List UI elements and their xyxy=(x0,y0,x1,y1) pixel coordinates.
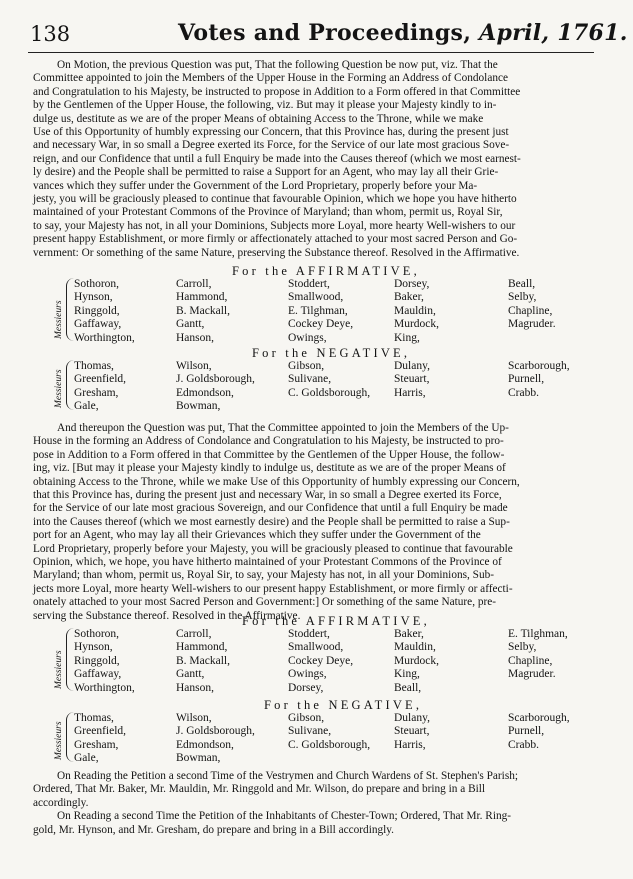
name-column xyxy=(74,628,135,695)
member-name xyxy=(508,752,570,765)
text-line: to say, your Majesty has not, in all your Dominions, Subjects more Loyal, more hearty Well-wishers to our xyxy=(33,219,516,232)
member-name: C. Goldsborough, xyxy=(288,738,371,751)
text-line: House in the forming an Address of Condolance and Congratulation to his Majesty, be instructed to pro- xyxy=(33,435,504,448)
running-title-main: Votes and Proceedings, xyxy=(178,20,472,46)
member-name: Scarborough, xyxy=(508,712,570,724)
text-line: and Congratulation to his Majesty, be instructed to propose in Addition to a Form offered in that Committee xyxy=(33,85,521,98)
member-name: Crabb. xyxy=(508,386,539,399)
paragraph-resolution xyxy=(33,422,633,623)
member-name: Magruder. xyxy=(508,668,556,681)
member-name: Carroll, xyxy=(176,628,212,640)
member-name: Harris, xyxy=(394,386,426,399)
member-name: Wilson, xyxy=(176,360,212,372)
text-line: Lord Proprietary, properly before your Majesty, you will be graciously pleased to continue that favourable xyxy=(33,542,513,555)
name-column xyxy=(288,628,353,695)
paragraph-petitions xyxy=(33,770,633,837)
name-column xyxy=(288,360,370,414)
member-name: Hanson, xyxy=(176,331,215,344)
header-rule xyxy=(28,52,594,53)
member-name: Edmondson, xyxy=(176,738,234,751)
text-line: And thereupon the Question was put, That the Committee appointed to join the Members of the Up- xyxy=(57,422,509,434)
member-name: Edmondson, xyxy=(176,386,234,399)
text-line: port for an Agent, who may lay all their Grievances which they suffer under the Government of the xyxy=(33,529,481,542)
member-name: Murdock, xyxy=(394,318,440,331)
running-title-date: April, 1761. xyxy=(479,20,628,46)
member-name: Hanson, xyxy=(176,681,215,694)
text-line: for the Service of our late most gracious Sovereign, and our Confidence that until a full Enquiry be made xyxy=(33,502,508,515)
name-column xyxy=(394,628,439,695)
member-name: Cockey Deye, xyxy=(288,318,354,331)
name-column xyxy=(176,360,255,414)
member-name: Greenfield, xyxy=(74,373,127,386)
name-column xyxy=(394,360,430,414)
text-line: Opinion, which, we hope, you have hitherto maintained of your Protestant Commons of the Province of xyxy=(33,556,502,569)
running-header xyxy=(30,20,628,48)
member-name: Dorsey, xyxy=(394,278,430,290)
member-name: Smallwood, xyxy=(288,291,344,304)
member-name: Gresham, xyxy=(74,386,119,399)
vote2-affirmative-block xyxy=(56,628,600,698)
member-name: Selby, xyxy=(508,641,537,654)
member-name: Stoddert, xyxy=(288,628,330,640)
running-title xyxy=(178,20,628,46)
text-line: gold, Mr. Hynson, and Mr. Gresham, do prepare and bring in a Bill accordingly. xyxy=(33,823,395,836)
messieurs-label: Messieurs xyxy=(54,369,64,408)
member-name: Thomas, xyxy=(74,360,114,372)
member-name: Gantt, xyxy=(176,668,205,681)
text-line: into the Causes thereof (which we most earnestly desire) and the People shall be permitted to raise a Sup- xyxy=(33,515,510,528)
member-name: Steuart, xyxy=(394,725,430,738)
vote2-negative-block xyxy=(56,712,600,768)
member-name: Beall, xyxy=(394,681,422,694)
member-name: Wilson, xyxy=(176,712,212,724)
member-name: Crabb. xyxy=(508,738,539,751)
member-name: Dorsey, xyxy=(288,681,324,694)
member-name: Chapline, xyxy=(508,654,553,667)
member-name: C. Goldsborough, xyxy=(288,386,371,399)
text-line: serving the Substance thereof. Resolved in the Affirmative. xyxy=(33,609,301,622)
member-name: Chapline, xyxy=(508,304,553,317)
member-name: Steuart, xyxy=(394,373,430,386)
text-line: dulge us, destitute as we are of the proper Means of obtaining Access to the Throne, while we make xyxy=(33,112,484,125)
name-column xyxy=(508,360,570,414)
member-name: E. Tilghman, xyxy=(288,304,348,317)
text-line: ing, viz. [But may it please your Majesty kindly to indulge us, destitute as we are of the proper Means of xyxy=(33,462,506,475)
text-line: Use of this Opportunity of humbly expressing our Concern, that this Province has, during the present just xyxy=(33,126,509,139)
member-name: Hammond, xyxy=(176,641,228,654)
member-name: Bowman, xyxy=(176,400,221,413)
member-name: Cockey Deye, xyxy=(288,654,354,667)
page-number: 138 xyxy=(30,22,71,46)
member-name: Thomas, xyxy=(74,712,114,724)
member-name: Gaffaway, xyxy=(74,668,122,681)
text-line: On Reading the Petition a second Time of the Vestrymen and Church Wardens of St. Stephen's Parish; xyxy=(57,770,519,782)
text-line: ly desire) and the People shall be permitted to raise a Support for an Agent, who may lay all their Grie- xyxy=(33,166,499,179)
member-name: Magruder. xyxy=(508,318,556,331)
member-name: Gresham, xyxy=(74,738,119,751)
vote2-affirmative-heading: For the AFFIRMATIVE, xyxy=(242,614,430,628)
member-name xyxy=(288,752,370,765)
member-name: Hynson, xyxy=(74,291,113,304)
text-line: onately attached to your most Sacred Person and Government:] Or something of the same Nature, pre- xyxy=(33,596,497,609)
member-name: Worthington, xyxy=(74,681,135,694)
member-name: Dulany, xyxy=(394,712,430,724)
vote1-affirmative-block xyxy=(56,278,600,348)
member-name: Gibson, xyxy=(288,712,325,724)
member-name: Beall, xyxy=(508,278,536,290)
member-name xyxy=(508,400,570,413)
member-name: Mauldin, xyxy=(394,304,436,317)
member-name: Murdock, xyxy=(394,654,440,667)
member-name: Bowman, xyxy=(176,752,221,765)
member-name: Greenfield, xyxy=(74,725,127,738)
member-name: Ringgold, xyxy=(74,304,120,317)
text-line: On Reading a second Time the Petition of the Inhabitants of Chester-Town; Ordered, That Mr. Ring- xyxy=(57,810,512,823)
member-name: Dulany, xyxy=(394,360,430,372)
member-name: Sothoron, xyxy=(74,628,120,640)
text-line: pose in Addition to a Form offered in that Committee by the Gentlemen of the Upper House, the follow- xyxy=(33,448,505,461)
member-name xyxy=(394,752,430,765)
text-line: obtaining Access to the Throne, while we make Use of this Opportunity of humbly expressing our Concern, xyxy=(33,475,520,488)
text-line: that this Province has, during the present just and necessary War, in so small a Degree exerted its Force, xyxy=(33,489,502,502)
member-name: Selby, xyxy=(508,291,537,304)
text-line: accordingly. xyxy=(33,796,89,809)
text-line: present happy Establishment, or more firmly or affectionately attached to your most sacred Person and Go- xyxy=(33,233,518,246)
member-name: King, xyxy=(394,668,420,681)
name-column xyxy=(394,712,430,766)
member-name: Owings, xyxy=(288,668,327,681)
member-name: B. Mackall, xyxy=(176,654,230,667)
member-name: Gale, xyxy=(74,400,99,413)
paragraph-motion xyxy=(33,59,633,260)
member-name: Sothoron, xyxy=(74,278,120,290)
text-line: Maryland; than whom, permit us, Royal Sir, to say, your Majesty has not, in all your Dominions, Sub- xyxy=(33,569,495,582)
member-name xyxy=(394,400,430,413)
member-name: E. Tilghman, xyxy=(508,628,568,640)
member-name: Gibson, xyxy=(288,360,325,372)
messieurs-label: Messieurs xyxy=(54,300,64,339)
member-name: Hammond, xyxy=(176,291,228,304)
member-name: Purnell, xyxy=(508,373,545,386)
member-name: Gale, xyxy=(74,752,99,765)
messieurs-label: Messieurs xyxy=(54,650,64,689)
vote1-negative-heading: For the NEGATIVE, xyxy=(252,346,411,360)
member-name: King, xyxy=(394,331,420,344)
member-name: B. Mackall, xyxy=(176,304,230,317)
name-column xyxy=(288,712,370,766)
text-line: Committee appointed to join the Members of the Upper House in the Forming an Address of Condolance xyxy=(33,72,509,85)
member-name: Stoddert, xyxy=(288,278,330,290)
text-line: On Motion, the previous Question was put, That the following Question be now put, viz. That the xyxy=(57,59,498,71)
text-line: jects more Loyal, more hearty Well-wishers to our present happy Establishment, or more firmly or affecti- xyxy=(33,582,513,595)
text-line: and necessary War, in so small a Degree exerted its Force, for the Service of our late most gracious Sove- xyxy=(33,139,510,152)
text-line: Ordered, That Mr. Baker, Mr. Mauldin, Mr. Ringgold and Mr. Wilson, do prepare and bring in a Bill xyxy=(33,783,486,796)
name-column xyxy=(394,278,439,345)
member-name: Baker, xyxy=(394,628,424,640)
vote2-negative-heading: For the NEGATIVE, xyxy=(264,698,423,712)
vote1-negative-block xyxy=(56,360,600,416)
member-name: Sulivane, xyxy=(288,373,332,386)
name-column xyxy=(74,712,126,766)
member-name xyxy=(288,400,370,413)
member-name: Purnell, xyxy=(508,725,545,738)
member-name: Ringgold, xyxy=(74,654,120,667)
text-line: vernment: Or something of the same Nature, preserving the Substance thereof. Resolved in the Affirmative. xyxy=(33,246,520,259)
member-name xyxy=(508,332,556,345)
member-name: Baker, xyxy=(394,291,424,304)
name-column xyxy=(176,628,230,695)
member-name: Gantt, xyxy=(176,318,205,331)
text-line: jesty, you will be graciously pleased to continue that favourable Opinion, which we hope you have hitherto xyxy=(33,193,517,206)
vote1-affirmative-heading: For the AFFIRMATIVE, xyxy=(232,264,420,278)
member-name: Smallwood, xyxy=(288,641,344,654)
text-line: vances which they suffer under the Government of the Lord Proprietary, properly before your Ma- xyxy=(33,179,478,192)
name-column xyxy=(74,360,126,414)
name-column xyxy=(508,712,570,766)
name-column xyxy=(508,278,556,345)
member-name: Gaffaway, xyxy=(74,318,122,331)
text-line: by the Gentlemen of the Upper House, the following, viz. But may it please your Majesty kindly to in- xyxy=(33,99,497,112)
name-column xyxy=(176,712,255,766)
member-name: Mauldin, xyxy=(394,641,436,654)
member-name: J. Goldsborough, xyxy=(176,373,255,386)
member-name: Harris, xyxy=(394,738,426,751)
member-name: Hynson, xyxy=(74,641,113,654)
name-column xyxy=(508,628,568,695)
name-column xyxy=(176,278,230,345)
member-name: Owings, xyxy=(288,331,327,344)
member-name: Scarborough, xyxy=(508,360,570,372)
member-name xyxy=(508,682,568,695)
text-line: maintained of your Protestant Commons of the Province of Maryland; than whom, permit us, Royal Sir, xyxy=(33,206,503,219)
member-name: J. Goldsborough, xyxy=(176,725,255,738)
member-name: Carroll, xyxy=(176,278,212,290)
name-column xyxy=(288,278,353,345)
member-name: Sulivane, xyxy=(288,725,332,738)
member-name: Worthington, xyxy=(74,331,135,344)
text-line: reign, and our Confidence that until a full Enquiry be made into the Causes thereof (which we most earnest- xyxy=(33,152,521,165)
messieurs-label: Messieurs xyxy=(54,721,64,760)
name-column xyxy=(74,278,135,345)
